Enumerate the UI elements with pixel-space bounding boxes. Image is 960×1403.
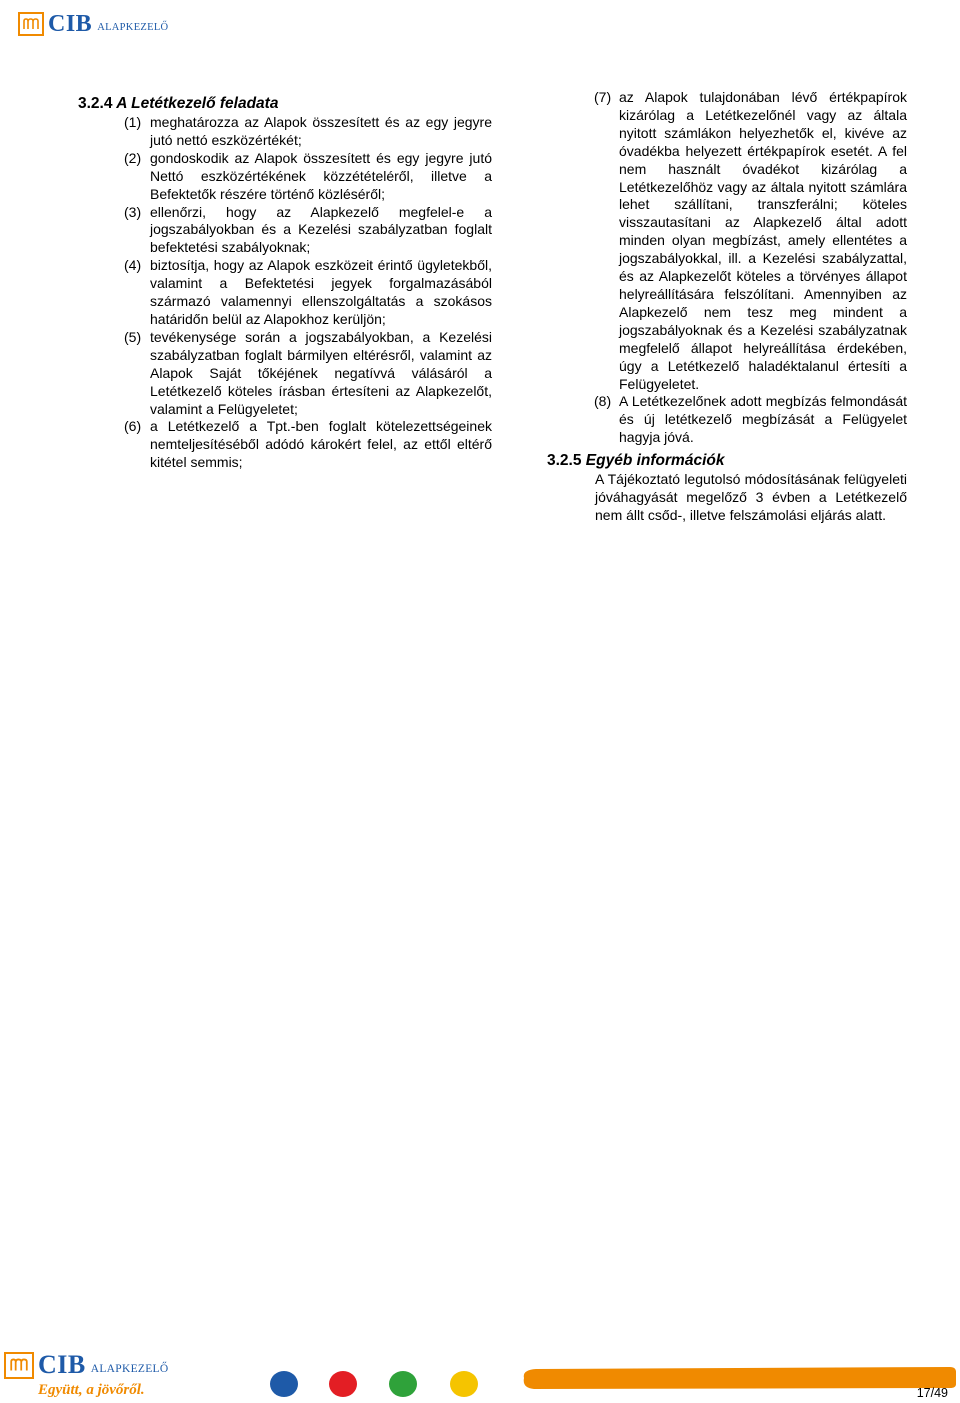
logo-subtitle: ALAPKEZELŐ [97, 21, 169, 33]
slogan: Együtt, a jövőről. [38, 1382, 145, 1398]
item-text: tevékenysége során a jogszabályokban, a Kezelési szabályzatban foglalt bármilyen eltérésről, valamint az Alapok Saját tőkéjének negatívvá válásáról a Letétkezelő köteles írásban értesíteni az Alapkezelőt, valamint a Felügyeletet; [150, 328, 492, 417]
item-text: A Letétkezelőnek adott megbízás felmondását és új letétkezelő megbízását a Felügyelet hagyja jóvá. [619, 393, 907, 446]
list-item [78, 257, 492, 329]
section-heading-324 [78, 95, 492, 114]
list-item [78, 204, 492, 258]
right-column [547, 89, 907, 525]
item-text: ellenőrzi, hogy az Alapkezelő megfelel-e a jogszabályokban és a Kezelési szabályzatban foglalt befektetési szabályoknak; [150, 203, 492, 256]
color-dots [270, 1368, 500, 1402]
cib-logo-mark-icon [18, 12, 44, 36]
list-item [547, 89, 907, 393]
item-number: (7) [594, 89, 612, 105]
section-title: A Letétkezelő feladata [116, 95, 279, 112]
list-item [78, 329, 492, 419]
paragraph: A Tájékoztató legutolsó módosításának felügyeleti jóváhagyását megelőző 3 évben a Letétkezelő nem állt csőd-, illetve felszámolási eljárás alatt. [595, 471, 907, 523]
cib-logo-mark-icon [4, 1352, 34, 1379]
left-column [78, 95, 492, 472]
section-title: Egyéb információk [585, 452, 725, 470]
list-item [78, 150, 492, 204]
list-item [547, 393, 907, 447]
red-dot-icon [329, 1371, 357, 1397]
item-number: (8) [594, 393, 612, 410]
logo-text: CIB [48, 10, 93, 37]
header-logo [18, 10, 168, 38]
orange-brush-bar [520, 1364, 956, 1392]
list-item [78, 114, 492, 150]
item-number: (1) [124, 114, 142, 130]
item-text: a Letétkezelő a Tpt.-ben foglalt kötelezettségeinek nemteljesítéséből adódó károkért felel, az ettől eltérő kitétel semmis; [150, 418, 492, 471]
item-text: biztosítja, hogy az Alapok eszközeit érintő ügyletekből, valamint a Befektetési jegyek forgalmazásából származó valamennyi ellenszolgáltatás a szokásos határidőn belül az Alapokhoz kerüljön; [150, 257, 492, 327]
item-text: az Alapok tulajdonában lévő értékpapírok kizárólag a Letétkezelőnél vagy az általa nyitott számlákon helyezhetők el, kivéve az óvadékba helyezett értékpapírok esetét. A fel nem használt óvadékot kizárólag a Letétkezelőhöz vagy az általa nyitott számlára lehet szállítani, transzferálni; köteles visszautasítani az Alapkezelő által adott minden olyan megbízást, amely ellentétes a jogszabályokkal, ill. a Kezelési szabályzattal, és az Alapkezelőt köteles a törvényes állapot helyreállítására felszólítani. Amennyiben az Alapkezelő nem tesz meg mindent a jogszabályoknak és a Kezelési szabályzatnak megfelelő állapot helyreállítása érdekében, úgy a Letétkezelő haladéktalanul értesíti a Felügyeletet. [619, 89, 907, 392]
yellow-dot-icon [450, 1371, 478, 1397]
section-heading-325 [547, 452, 907, 471]
page-number: 17/49 [916, 1386, 948, 1400]
logo-text: CIB [38, 1350, 86, 1379]
blue-dot-icon [270, 1371, 298, 1397]
logo-subtitle: ALAPKEZELŐ [90, 1363, 169, 1375]
green-dot-icon [389, 1371, 417, 1397]
item-text: meghatározza az Alapok összesített és az egy jegyre jutó nettó eszközértékét; [150, 114, 492, 148]
item-number: (3) [124, 203, 142, 220]
item-number: (5) [124, 328, 142, 345]
footer-logo [4, 1350, 169, 1399]
item-number: (6) [124, 418, 142, 435]
list-item [78, 418, 492, 472]
item-number: (4) [124, 257, 142, 274]
section-number: 3.2.5 [547, 452, 582, 470]
section-number: 3.2.4 [78, 95, 113, 112]
item-number: (2) [124, 149, 142, 166]
item-text: gondoskodik az Alapok összesített és egy jegyre jutó Nettó eszközértékének közzétételéről, illetve a Befektetők részére történő közléséről; [150, 149, 492, 202]
